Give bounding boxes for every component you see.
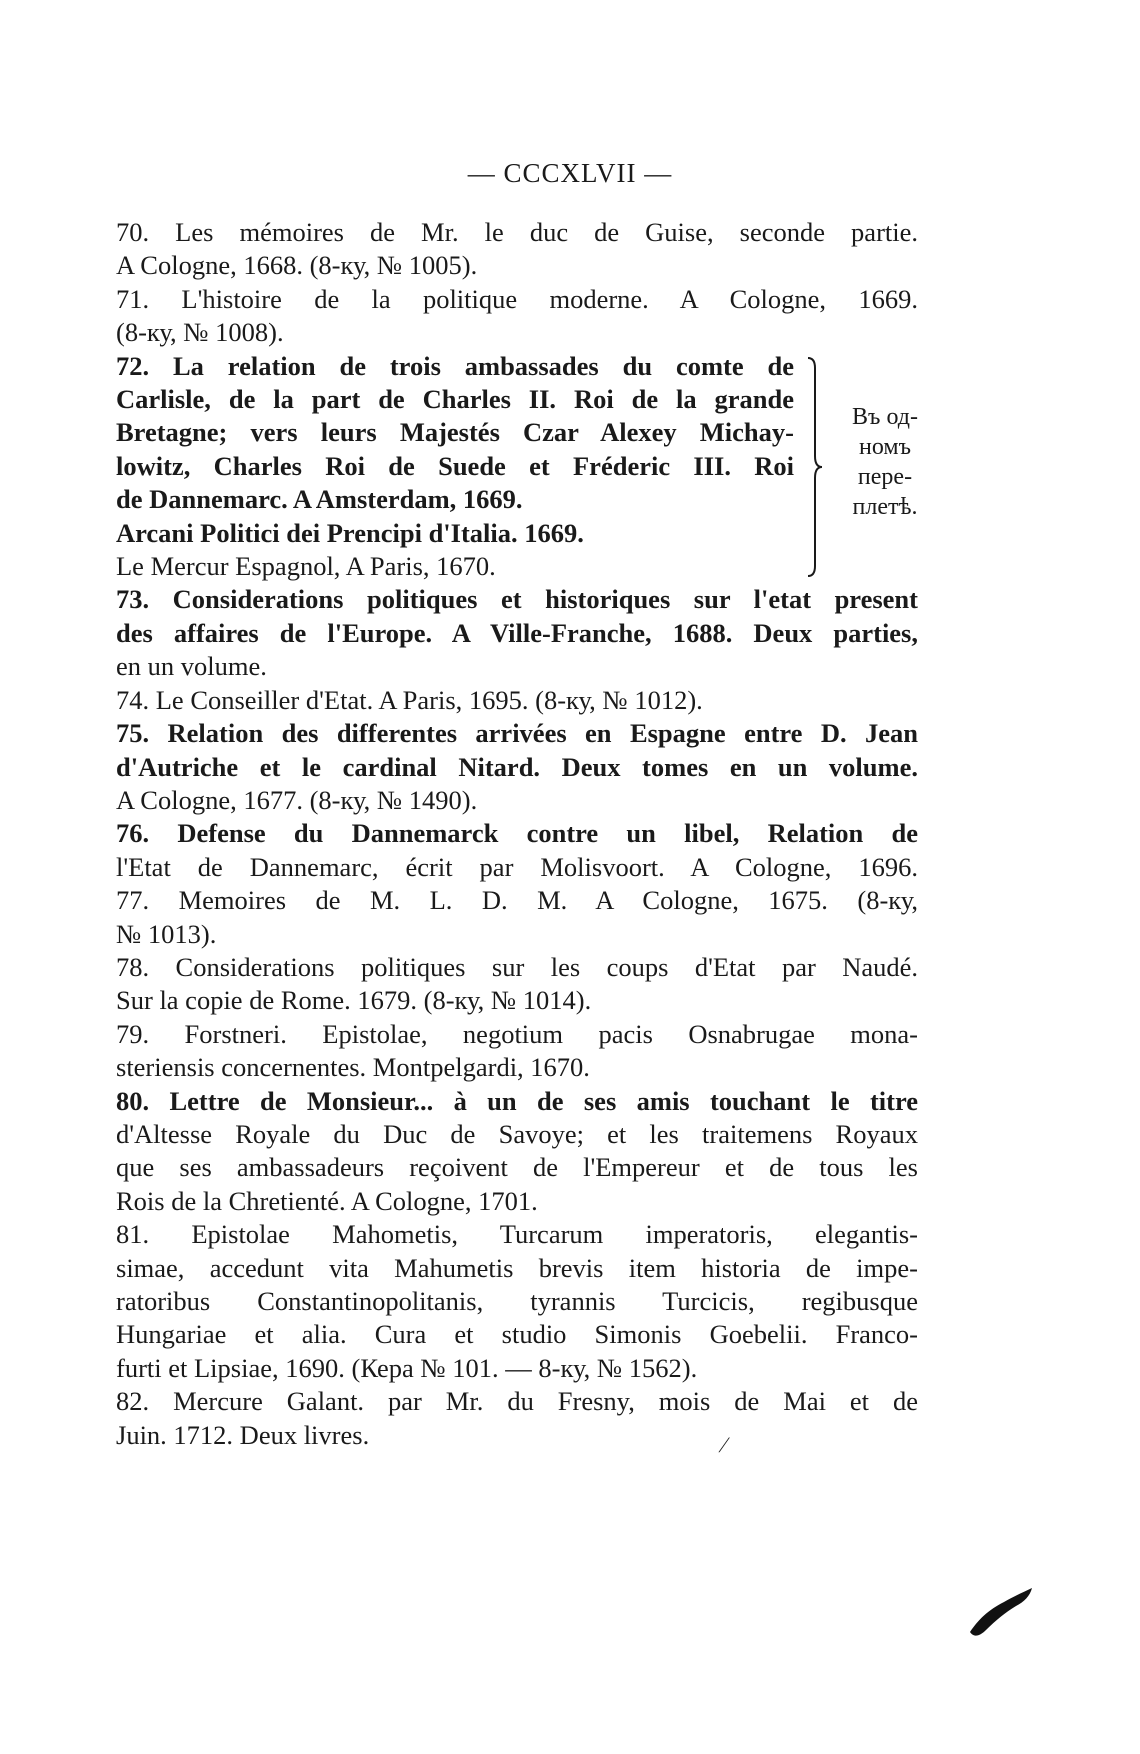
entry-75-line-1: 75. Relation des differentes arrivées en Espagne entre D. Jean: [116, 718, 918, 749]
entry-70-line-1: 70. Les mémoires de Mr. le duc de Guise, seconde partie.: [116, 217, 918, 247]
entry-80-line-2: d'Altesse Royale du Duc de Savoye; et les traitemens Royaux: [116, 1118, 918, 1149]
entry-72-line-4: lowitz, Charles Roi de Suede et Fréderic III. Roi: [116, 450, 794, 481]
entry-75-line-2: d'Autriche et le cardinal Nitard. Deux tomes en un volume.: [116, 751, 918, 782]
entry-78-line-1: 78. Considerations politiques sur les coups d'Etat par Naudé.: [116, 951, 918, 982]
entry-81-line-5: furti et Lipsiae, 1690. (Кера № 101. — 8-ку, № 1562).: [116, 1352, 698, 1383]
entry-81-line-3: ratoribus Constantinopolitanis, tyrannis Turcicis, regibusque: [116, 1286, 918, 1316]
catalog-text: [116, 216, 918, 1452]
entry-72-line-7: Le Mercur Espagnol, A Paris, 1670.: [116, 551, 496, 582]
entry-80-line-4: Rois de la Chretienté. A Cologne, 1701.: [116, 1185, 538, 1216]
entry-82-line-2: Juin. 1712. Deux livres.: [116, 1419, 370, 1450]
entry-76-line-1: 76. Defense du Dannemarck contre un libel, Relation de: [116, 818, 918, 849]
side-note-line-4: плетѣ.: [852, 493, 918, 520]
stray-mark: /: [716, 1432, 732, 1457]
entry-73-line-3: en un volume.: [116, 651, 267, 682]
entry-78-line-2: Sur la copie de Rome. 1679. (8-ку, № 1014).: [116, 985, 592, 1016]
entry-72-line-1: 72. La relation de trois ambassades du comte de: [116, 350, 794, 381]
entry-72-line-3: Bretagne; vers leurs Majestés Czar Alexey Michay-: [116, 417, 794, 448]
side-note-line-1: Въ од-: [852, 403, 918, 430]
entry-80-line-1: 80. Lettre de Monsieur... à un de ses amis touchant le titre: [116, 1085, 918, 1116]
entry-82-line-1: 82. Mercure Galant. par Mr. du Fresny, mois de Mai et de: [116, 1386, 918, 1417]
side-note: [830, 402, 940, 522]
entry-80-line-3: que ses ambassadeurs reçoivent de l'Empereur et de tous les: [116, 1152, 918, 1183]
page-header: — CCCXLVII —: [467, 158, 673, 188]
side-note-line-3: пере-: [857, 463, 913, 490]
entry-72-line-2: Carlisle, de la part de Charles II. Roi de la grande: [116, 384, 794, 415]
entry-79-line-2: steriensis concernentes. Montpelgardi, 1670.: [116, 1052, 590, 1083]
ink-blot-icon: [966, 1580, 1036, 1640]
entry-77-line-1: 77. Memoires de M. L. D. M. A Cologne, 1675. (8-ку,: [116, 885, 918, 916]
entry-74-line-1: 74. Le Conseiller d'Etat. A Paris, 1695. (8-ку, № 1012).: [116, 684, 703, 715]
entry-72-line-6: Arcani Politici dei Prencipi d'Italia. 1669.: [116, 517, 584, 548]
entry-73-line-2: des affaires de l'Europe. A Ville-Franche, 1688. Deux parties,: [116, 617, 918, 648]
entry-73-line-1: 73. Considerations politiques et historiques sur l'etat present: [116, 584, 918, 615]
entry-75-line-3: A Cologne, 1677. (8-ку, № 1490).: [116, 784, 478, 815]
entry-72-group: [116, 350, 918, 584]
entry-76-line-2: l'Etat de Dannemarc, écrit par Molisvoort. A Cologne, 1696.: [116, 851, 918, 882]
right-brace-icon: [806, 356, 824, 578]
entry-81-line-2: simae, accedunt vita Mahumetis brevis item historia de impe-: [116, 1252, 918, 1283]
entry-77-line-2: № 1013).: [116, 918, 217, 949]
entry-70-line-2: A Cologne, 1668. (8-ку, № 1005).: [116, 250, 478, 281]
entry-79-line-1: 79. Forstneri. Epistolae, negotium pacis Osnabrugae mona-: [116, 1018, 918, 1049]
entry-81-line-1: 81. Epistolae Mahometis, Turcarum imperatoris, elegantis-: [116, 1219, 918, 1250]
entry-81-line-4: Hungariae et alia. Cura et studio Simonis Goebelii. Franco-: [116, 1319, 918, 1350]
side-note-line-2: номъ: [859, 433, 911, 460]
entry-71-line-2: (8-ку, № 1008).: [116, 317, 284, 348]
entry-72-line-5: de Dannemarc. A Amsterdam, 1669.: [116, 484, 523, 515]
entry-71-line-1: 71. L'histoire de la politique moderne. A Cologne, 1669.: [116, 283, 918, 314]
